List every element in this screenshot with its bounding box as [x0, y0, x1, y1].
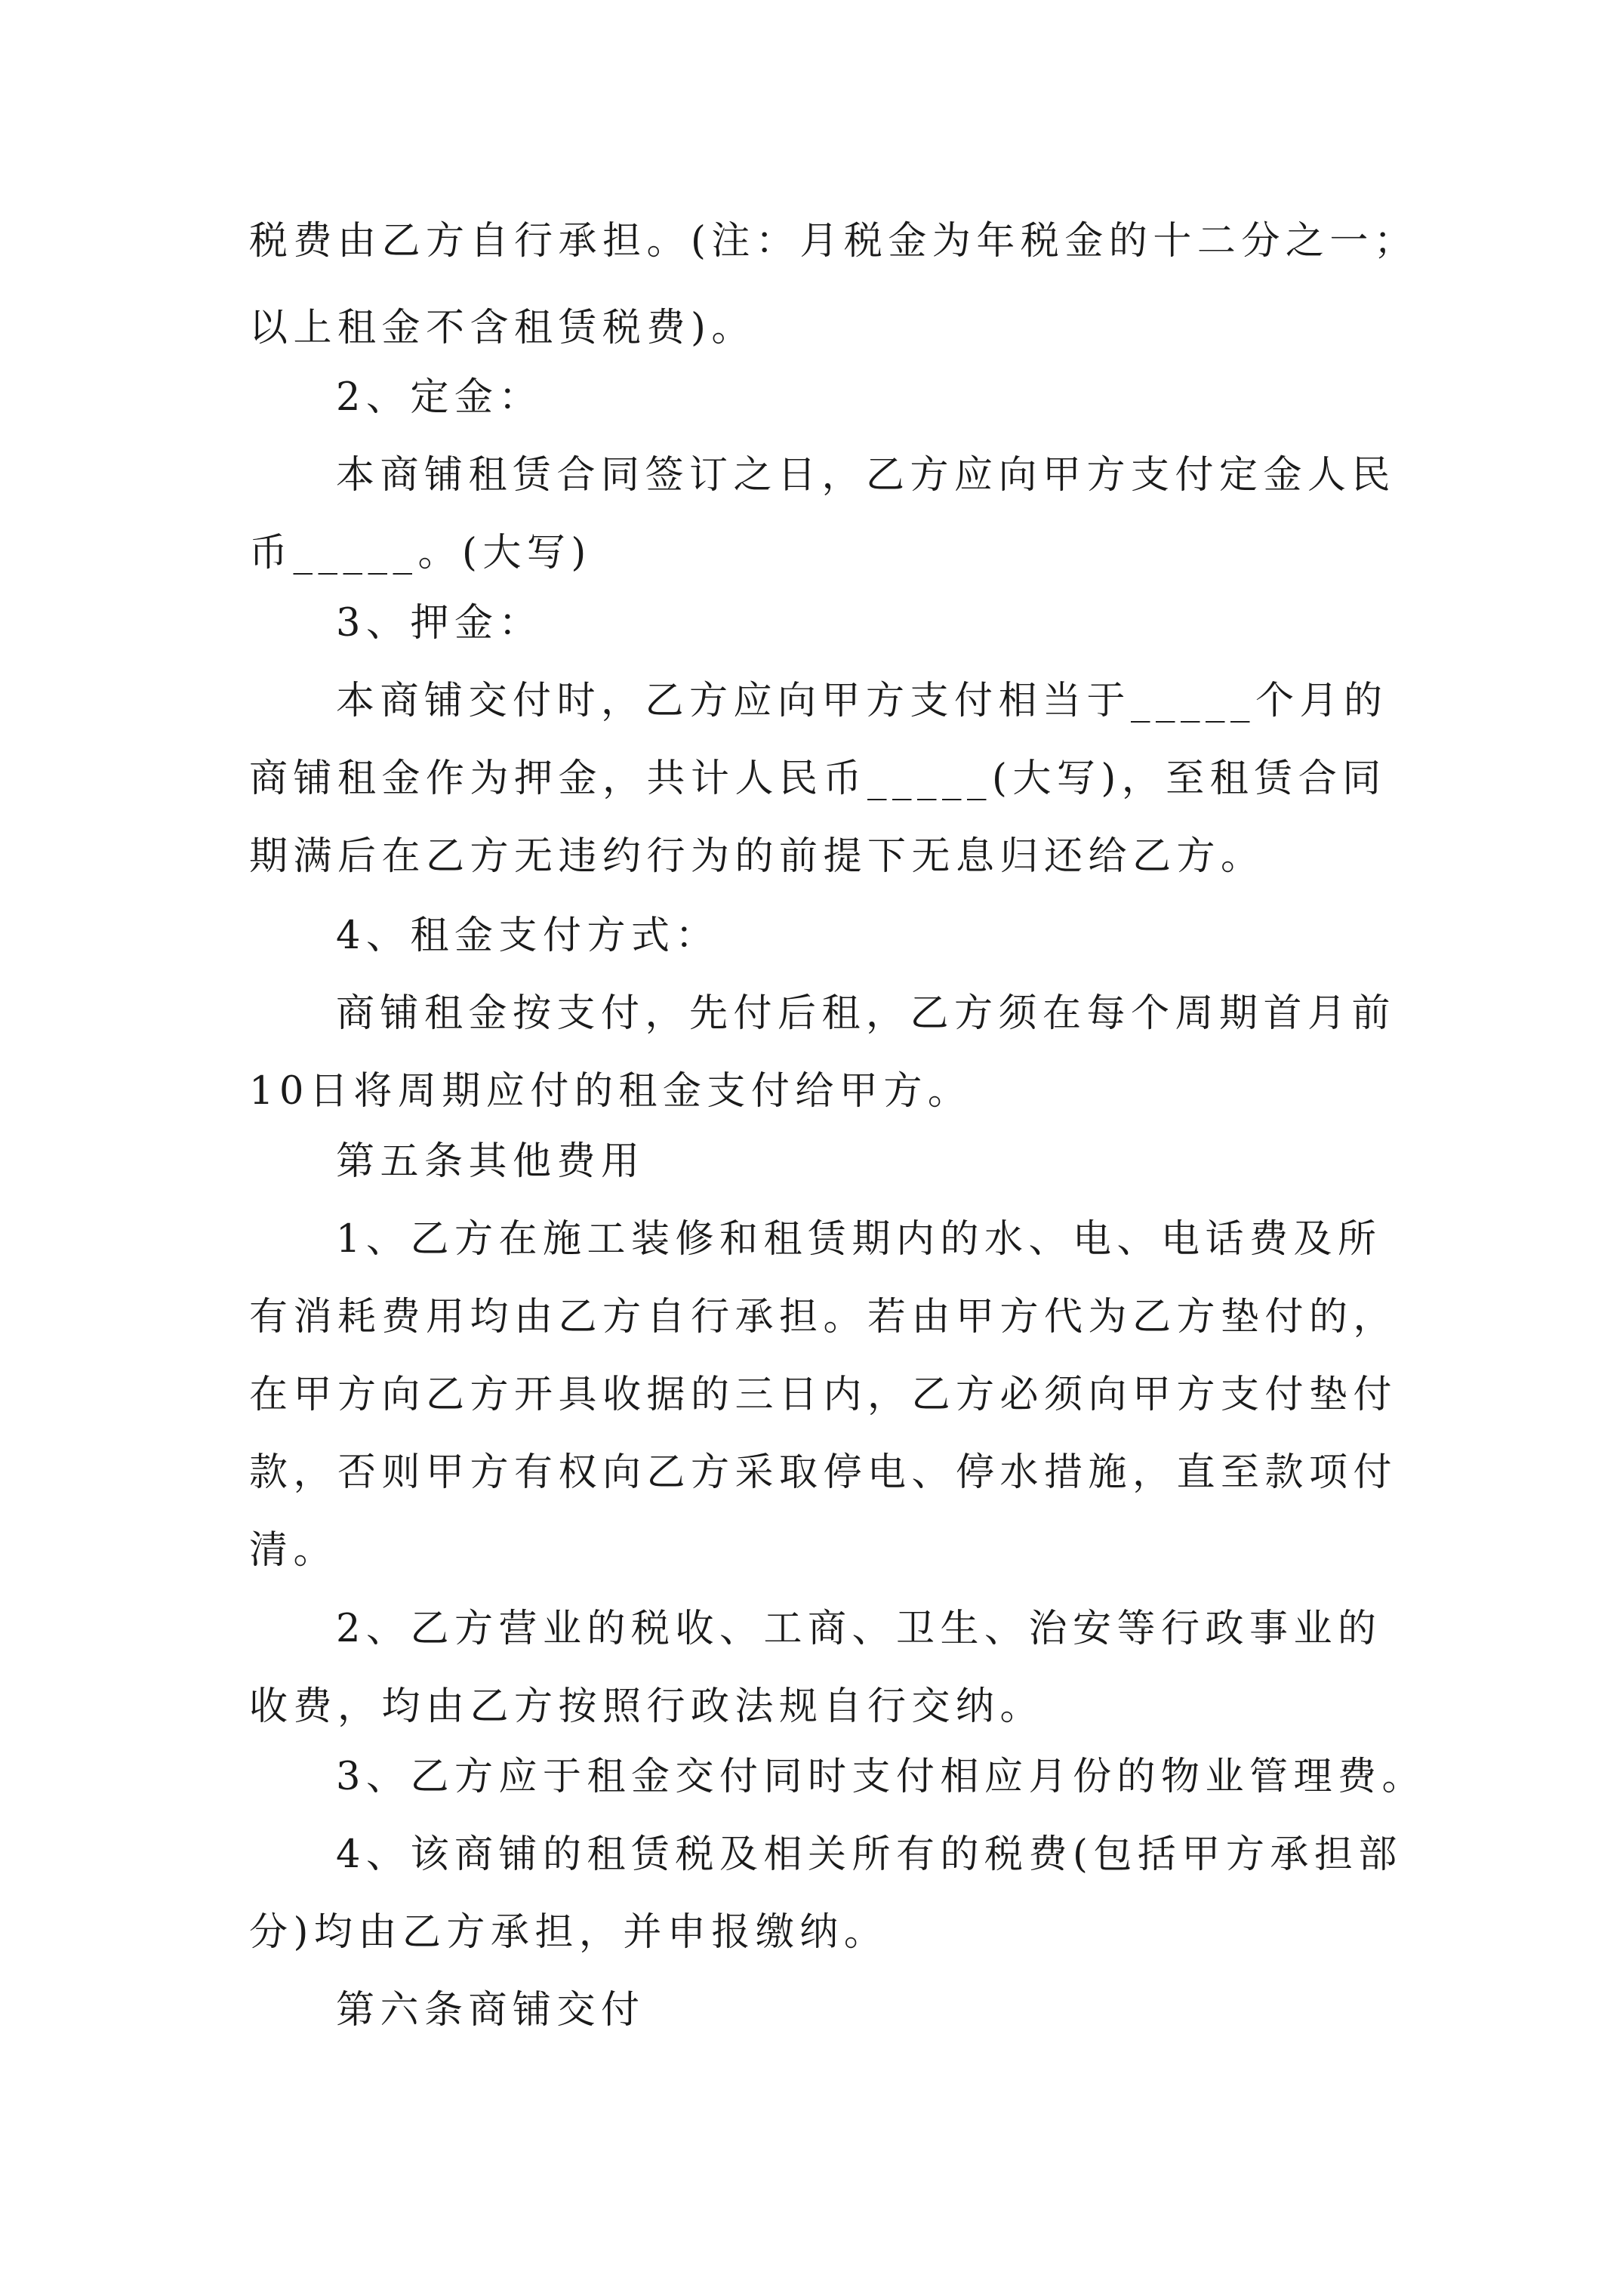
text-line: 收费，均由乙方按照行政法规自行交纳。	[249, 1684, 1045, 1729]
text-line: 税费由乙方自行承担。(注：月税金为年税金的十二分之一；	[249, 219, 1418, 264]
text-line: 10日将周期应付的租金支付给甲方。	[249, 1069, 972, 1114]
text-line: 本商铺交付时，乙方应向甲方支付相当于_____个月的	[336, 679, 1388, 723]
text-line: 清。	[249, 1528, 338, 1573]
text-line: 商铺租金作为押金，共计人民币_____(大写)，至租赁合同	[249, 757, 1387, 801]
section-heading: 第六条商铺交付	[336, 1988, 645, 2032]
text-line: 币_____。(大写)	[249, 531, 592, 575]
text-line: 本商铺租赁合同签订之日，乙方应向甲方支付定金人民	[336, 453, 1397, 498]
text-line: 3、乙方应于租金交付同时支付相应月份的物业管理费。	[336, 1755, 1426, 1799]
text-line: 有消耗费用均由乙方自行承担。若由甲方代为乙方垫付的，	[249, 1295, 1398, 1339]
text-line: 1、乙方在施工装修和租赁期内的水、电、电话费及所	[336, 1217, 1382, 1262]
text-line: 期满后在乙方无违约行为的前提下无息归还给乙方。	[249, 834, 1265, 879]
text-line: 分)均由乙方承担，并申报缴纳。	[249, 1910, 888, 1955]
text-line: 3、押金：	[336, 601, 543, 646]
text-line: 商铺租金按支付，先付后租，乙方须在每个周期首月前	[336, 991, 1397, 1036]
section-heading: 第五条其他费用	[336, 1139, 645, 1184]
text-line: 以上租金不含租赁税费)。	[249, 306, 756, 350]
text-line: 款，否则甲方有权向乙方采取停电、停水措施，直至款项付	[249, 1450, 1398, 1495]
text-line: 在甲方向乙方开具收据的三日内，乙方必须向甲方支付垫付	[249, 1373, 1398, 1417]
text-line: 2、乙方营业的税收、工商、卫生、治安等行政事业的	[336, 1607, 1382, 1651]
text-line: 4、该商铺的租赁税及相关所有的税费(包括甲方承担部	[336, 1832, 1403, 1877]
text-line: 4、租金支付方式：	[336, 914, 719, 958]
text-line: 2、定金：	[336, 375, 543, 420]
